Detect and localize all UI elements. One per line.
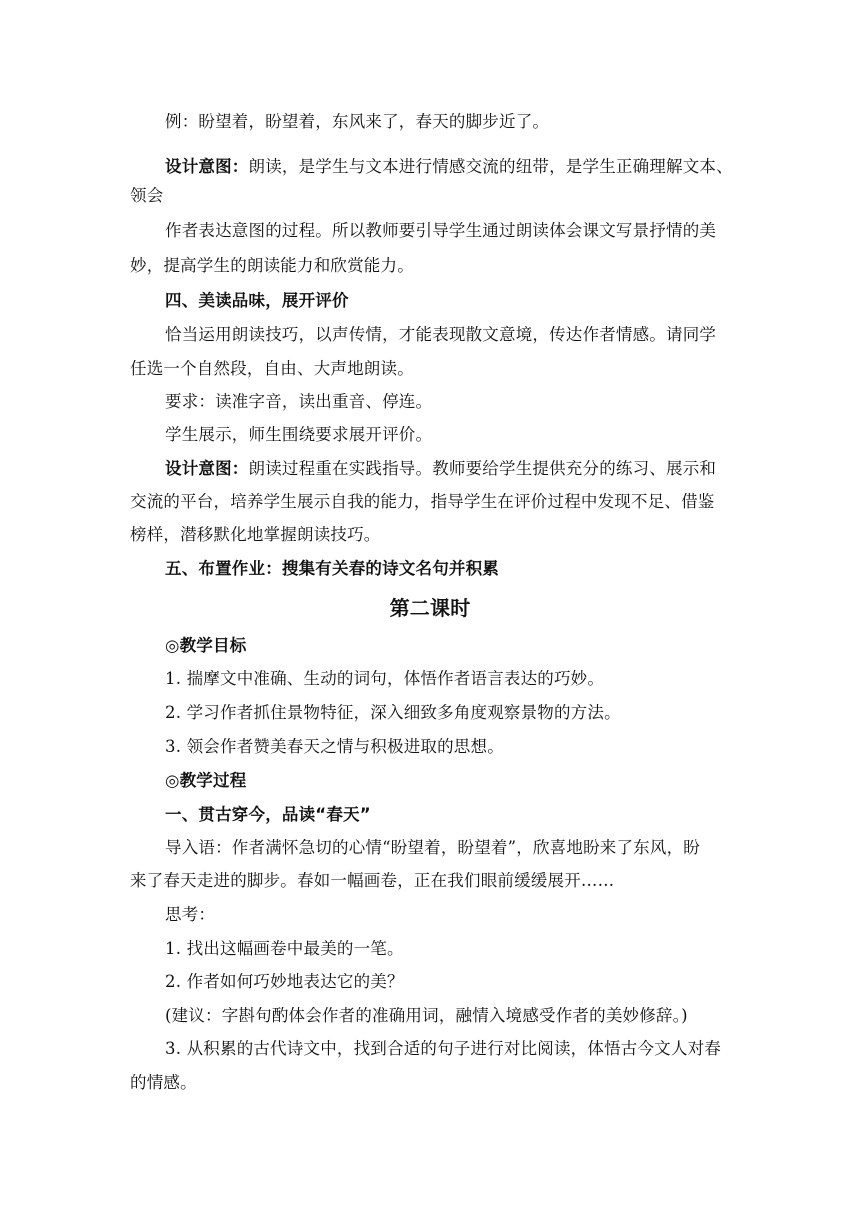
design-intent-1-line-3: 作者表达意图的过程。所以教师要引导学生通过朗读体会课文写景抒情的美 xyxy=(165,221,717,240)
goal-item-2: 2. 学习作者抓住景物特征，深入细致多角度观察景物的方法。 xyxy=(165,703,621,722)
question-3-line-2: 的情感。 xyxy=(130,1073,197,1092)
design-intent-2-line-1 xyxy=(165,455,716,479)
design-intent-1-line-2: 领会 xyxy=(130,186,164,205)
design-intent-1-line-1 xyxy=(165,153,733,177)
section-5-heading: 五、布置作业：搜集有关春的诗文名句并积累 xyxy=(165,559,499,578)
section-4-requirement: 要求：读准字音，读出重音、停连。 xyxy=(165,392,433,411)
section-4-show: 学生展示，师生围绕要求展开评价。 xyxy=(165,425,433,444)
section-4-heading: 四、美读品味，展开评价 xyxy=(165,291,349,310)
teaching-goals-heading: ◎教学目标 xyxy=(165,636,247,655)
design-intent-2-line-3: 榜样，潜移默化地掌握朗读技巧。 xyxy=(130,525,381,544)
goal-item-3: 3. 领会作者赞美春天之情与积极进取的思想。 xyxy=(165,737,504,756)
section-4-paragraph-line-1: 恰当运用朗读技巧，以声传情，才能表现散文意境，传达作者情感。请同学 xyxy=(165,325,717,344)
intro-line-2: 来了春天走进的脚步。春如一幅画卷，正在我们眼前缓缓展开…… xyxy=(130,871,615,890)
step-1-heading: 一、贯古穿今，品读“春天” xyxy=(165,805,371,824)
design-intent-1-line-4: 妙，提高学生的朗读能力和欣赏能力。 xyxy=(130,256,414,275)
lesson-2-title: 第二课时 xyxy=(389,596,471,620)
goal-item-1: 1. 揣摩文中准确、生动的词句，体悟作者语言表达的巧妙。 xyxy=(165,669,605,688)
intro-line-1: 导入语：作者满怀急切的心情“盼望着，盼望着”，欣喜地盼来了东风，盼 xyxy=(165,838,700,857)
think-label: 思考： xyxy=(165,905,216,924)
design-intent-label: 设计意图： xyxy=(165,157,249,176)
design-intent-label: 设计意图： xyxy=(165,459,249,478)
teaching-process-heading: ◎教学过程 xyxy=(165,771,247,790)
design-intent-2-line-2: 交流的平台，培养学生展示自我的能力，指导学生在评价过程中发现不足、借鉴 xyxy=(130,492,715,511)
design-intent-text: 朗读，是学生与文本进行情感交流的纽带，是学生正确理解文本、 xyxy=(248,157,733,176)
suggestion: (建议：字斟句酌体会作者的准确用词，融情入境感受作者的美妙修辞。) xyxy=(165,1006,688,1025)
example-sentence: 例：盼望着，盼望着，东风来了，春天的脚步近了。 xyxy=(165,112,550,131)
design-intent-text: 朗读过程重在实践指导。教师要给学生提供充分的练习、展示和 xyxy=(248,459,717,478)
question-2: 2. 作者如何巧妙地表达它的美？ xyxy=(165,972,404,991)
question-1: 1. 找出这幅画卷中最美的一笔。 xyxy=(165,939,404,958)
question-3-line-1: 3. 从积累的古代诗文中，找到合适的句子进行对比阅读，体悟古今文人对春 xyxy=(165,1039,721,1058)
section-4-paragraph-line-2: 任选一个自然段，自由、大声地朗读。 xyxy=(130,359,414,378)
